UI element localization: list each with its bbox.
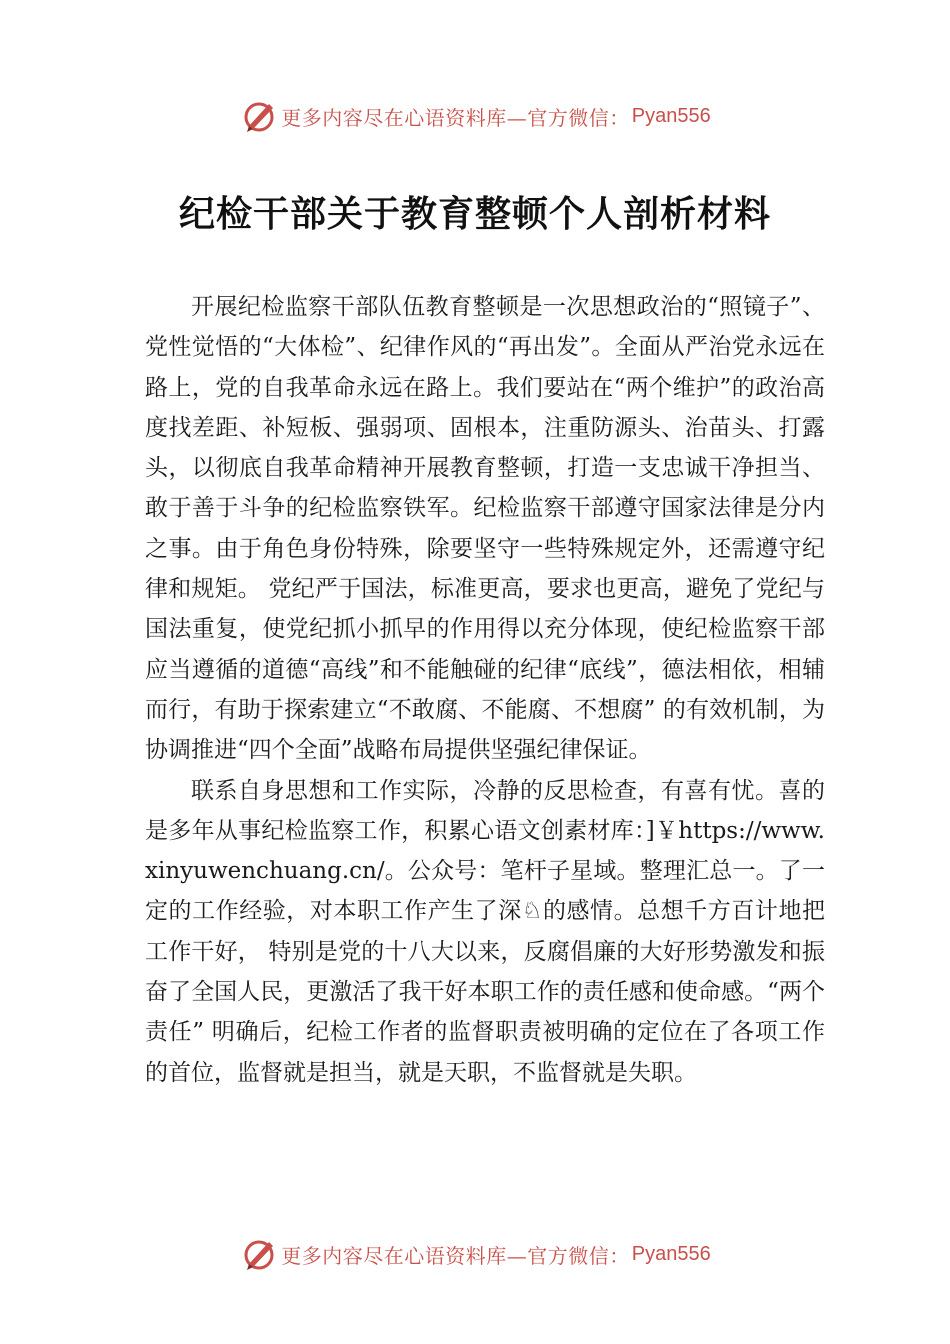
banner-wechat-id: Pyan556 bbox=[631, 1242, 711, 1265]
footer-banner bbox=[0, 1232, 950, 1276]
banner-text: 更多内容尽在心语资料库—官方微信： bbox=[281, 1243, 630, 1268]
document-body bbox=[145, 287, 825, 1093]
header-banner bbox=[0, 94, 950, 138]
paragraph-2: 联系自身思想和工作实际，冷静的反思检查，有喜有忧。喜的是多年从事纪检监察工作，积累心语文创素材库：]￥https://www.xinyuwenchuang.cn/。公众号：笔杆子星域。整理汇总一。了一定的工作经验，对本职工作产生了深♘的感情。总想千方百计地把工作干好， 特别是党的十八大以来，反腐倡廉的大好形势激发和振奋了全国人民，更激活了我干好本职工作的责任感和使命感。“两个责任” 明确后，纪检工作者的监督职责被明确的定位在了各项工作的首位，监督就是担当，就是天职，不监督就是失职。 bbox=[145, 777, 825, 1086]
banner-wechat-id: Pyan556 bbox=[631, 104, 711, 127]
pen-logo-icon bbox=[239, 1234, 279, 1274]
paragraph-1: 开展纪检监察干部队伍教育整顿是一次思想政治的“照镜子”、党性觉悟的“大体检”、纪律作风的“再出发”。全面从严治党永远在路上，党的自我革命永远在路上。我们要站在“两个维护”的政治高度找差距、补短板、强弱项、固根本，注重防源头、治苗头、打露头，以彻底自我革命精神开展教育整顿，打造一支忠诚干净担当、敢于善于斗争的纪检监察铁军。纪检监察干部遵守国家法律是分内之事。由于角色身份特殊，除要坚守一些特殊规定外，还需遵守纪律和规矩。 党纪严于国法，标准更高，要求也更高，避免了党纪与国法重复，使党纪抓小抓早的作用得以充分体现，使纪检监察干部应当遵循的道德“高线”和不能触碰的纪律“底线”，德法相依，相辅而行，有助于探索建立“不敢腐、不能腐、不想腐” 的有效机制，为协调推进“四个全面”战略布局提供坚强纪律保证。 bbox=[145, 294, 825, 764]
pen-logo-icon bbox=[239, 96, 279, 136]
document-title: 纪检干部关于教育整顿个人剖析材料 bbox=[178, 193, 771, 235]
banner-text: 更多内容尽在心语资料库—官方微信： bbox=[281, 105, 630, 130]
